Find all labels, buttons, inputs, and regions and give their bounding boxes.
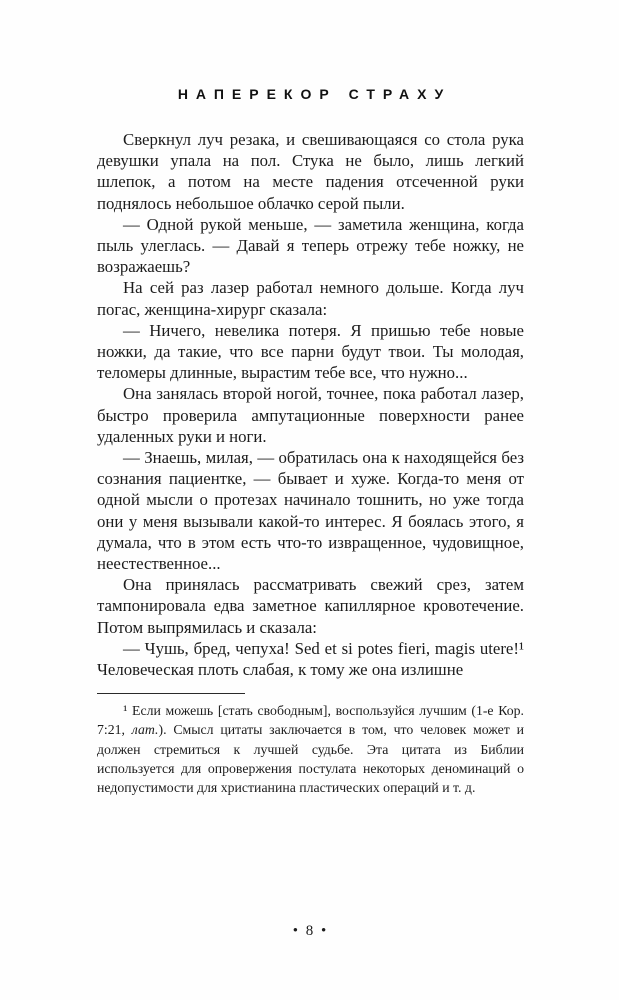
footnote-text-segment: ). Смысл цитаты заключается в том, что человек может и должен стремиться к лучшей судьбе. Эта цитата из Библии используется для опровержения постулата некоторых деноминаций о недопустимости для христианина пластических операций и т. д. xyxy=(97,722,524,796)
paragraph: — Ничего, невелика потеря. Я пришью тебе новые ножки, да такие, что все парни будут твои. Ты молодая, теломеры длинные, вырастим тебе все, что нужно... xyxy=(97,320,524,383)
paragraph: — Одной рукой меньше, — заметила женщина, когда пыль улеглась. — Давай я теперь отрежу тебе ножку, не возражаешь? xyxy=(97,214,524,277)
paragraph: — Чушь, бред, чепуха! Sed et si potes fieri, magis utere!¹ Человеческая плоть слабая, к тому же она излишне xyxy=(97,638,524,680)
paragraph: — Знаешь, милая, — обратилась она к находящейся без сознания пациентке, — бывает и хуже. Когда-то меня от одной мысли о протезах начинало тошнить, но уже тогда они у меня вызывали какой-то интерес. Я боялась этого, я думала, что в этом есть что-то извращенное, чудовищное, неестественное... xyxy=(97,448,524,574)
footnote-divider xyxy=(97,693,245,694)
footnote-text-segment: ¹ Если можешь [стать свободным], воспользуйся лучшим (1-е Кор. 7:21, xyxy=(97,703,524,738)
footnote-section xyxy=(97,693,524,797)
paragraph: Она принялась рассматривать свежий срез, затем тампонировала едва заметное капиллярное кровотечение. Потом выпрямилась и сказала: xyxy=(97,575,524,637)
footnote-latin-label: лат. xyxy=(131,722,159,738)
body-text xyxy=(97,129,524,680)
paragraph: Она занялась второй ногой, точнее, пока работал лазер, быстро проверила ампутационные поверхности ранее удаленных руки и ноги. xyxy=(97,384,524,446)
page-number: • 8 • xyxy=(292,923,329,939)
paragraph: На сей раз лазер работал немного дольше. Когда луч погас, женщина-хирург сказала: xyxy=(97,278,524,319)
footnote-text xyxy=(97,701,524,797)
paragraph: Сверкнул луч резака, и свешивающаяся со стола рука девушки упала на пол. Стука не было, лишь легкий шлепок, а потом на месте падения отсеченной руки поднялось небольшое облачко серой пыли. xyxy=(97,130,524,213)
running-header: НАПЕРЕКОР СТРАХУ xyxy=(177,86,452,102)
